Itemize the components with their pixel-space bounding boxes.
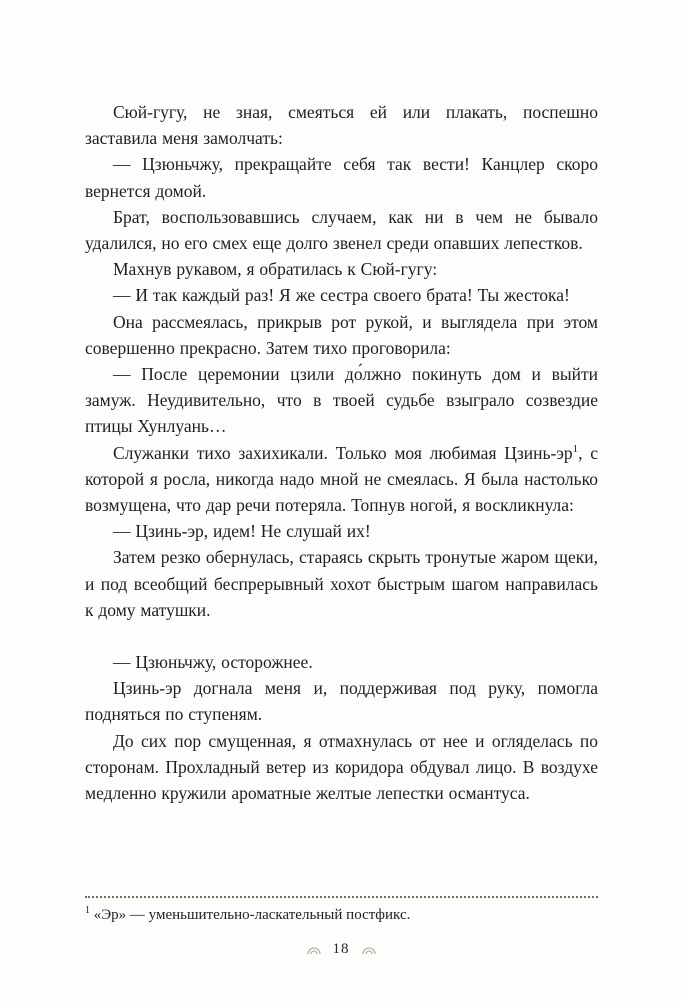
paragraph	[85, 151, 598, 203]
text-run: — После церемонии цзили до́лжно покинуть дом и выйти замуж. Неудивительно, что в твоей судьбе взыграло созвездие птицы Хунлуань…	[85, 364, 598, 437]
paragraph	[85, 204, 598, 256]
text-run: — И так каждый раз! Я же сестра своего брата! Ты жестока!	[113, 285, 570, 306]
text-run: — Цзюньчжу, прекращайте себя так вести! Канцлер скоро вернется домой.	[85, 154, 598, 201]
paragraph	[85, 675, 598, 727]
paragraph	[85, 99, 598, 151]
footnote-divider	[85, 896, 598, 898]
paragraph	[85, 518, 598, 544]
scene-break	[85, 623, 598, 649]
text-run: Брат, воспользовавшись случаем, как ни в чем не бывало удалился, но его смех еще долго звенел среди опавших лепестков.	[85, 206, 598, 254]
page-number: 18	[332, 941, 350, 957]
text-run: Затем резко обернулась, стараясь скрыть тронутые жаром щеки, и под всеобщий беспрерывный хохот быстрым шагом направилась к дому матушки.	[85, 547, 598, 620]
paragraph	[85, 256, 598, 282]
paragraph	[85, 309, 598, 361]
text-run: — Цзинь-эр, идем! Не слушай их!	[113, 521, 371, 542]
paragraph	[85, 649, 598, 675]
page-footer	[0, 941, 682, 958]
text-run: , с которой я росла, никогда надо мной не смеялась. Я была настолько возмущена, что дар речи потеряла. Топнув ногой, я воскликнула:	[85, 442, 598, 516]
text-run: Она рассмеялась, прикрыв рот рукой, и выглядела при этом совершенно прекрасно. Затем тихо проговорила:	[85, 311, 598, 358]
text-run: Цзинь-эр догнала меня и, поддерживая под руку, помогла подняться по ступеням.	[85, 678, 598, 725]
footnote-marker: 1	[85, 905, 90, 916]
paragraph	[85, 282, 598, 308]
footnote	[85, 905, 598, 925]
text-run: — Цзюньчжу, осторожнее.	[113, 652, 313, 673]
paragraph	[85, 544, 598, 623]
text-run: До сих пор смущенная, я отмахнулась от нее и огляделась по сторонам. Прохладный ветер из коридора обдувал лицо. В воздухе медленно кружили ароматные желтые лепестки османтуса.	[85, 730, 598, 804]
page-text	[85, 99, 598, 806]
text-run: Служанки тихо захихикали. Только моя любимая Цзинь-эр	[113, 442, 573, 463]
footnote-ref: 1	[572, 442, 579, 455]
rainbow-ornament-icon	[361, 944, 377, 955]
rainbow-ornament-icon	[306, 944, 322, 955]
text-run: Сюй-гугу, не зная, смеяться ей или плакать, поспешно заставила меня замолчать:	[85, 102, 598, 149]
footnote-text: «Эр» — уменьшительно-ласкательный постфикс.	[90, 907, 411, 923]
paragraph	[85, 361, 598, 440]
paragraph	[85, 440, 598, 519]
text-run: Махнув рукавом, я обратилась к Сюй-гугу:	[113, 259, 438, 280]
footnote-area	[85, 896, 598, 925]
paragraph	[85, 728, 598, 807]
